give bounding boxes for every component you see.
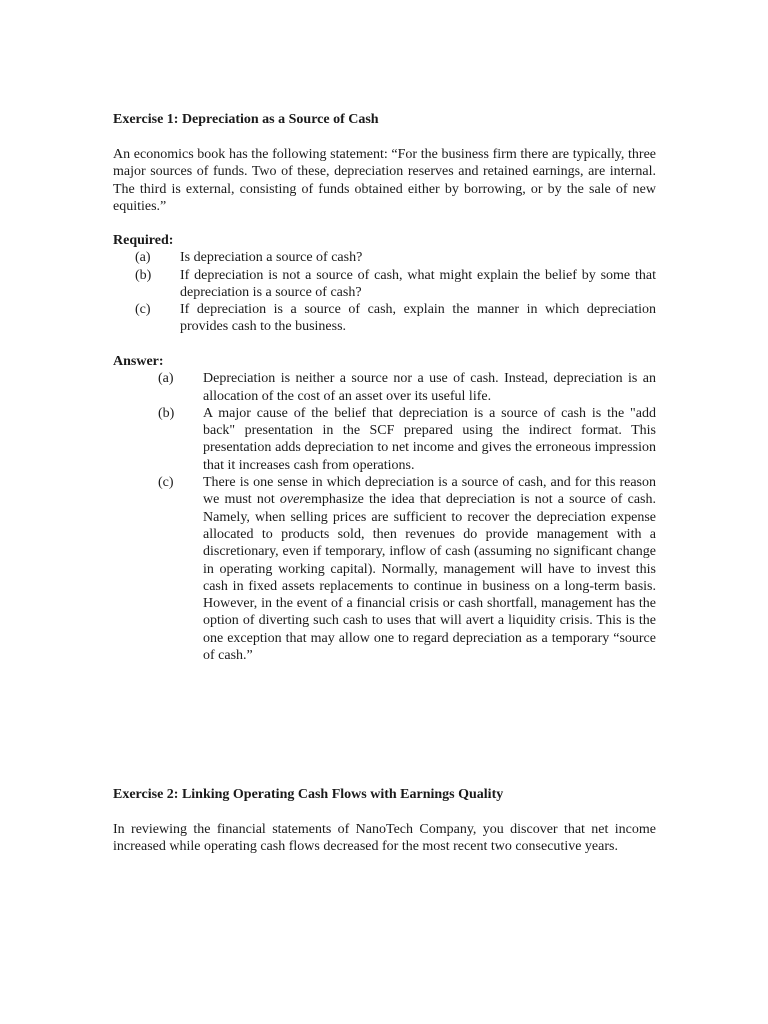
answer-item-c-text-before: There is one sense in which depreciation is a source of cash, and for this reason we must not	[203, 475, 656, 508]
answer-item-b	[113, 405, 656, 474]
required-item-b	[113, 267, 656, 302]
required-item-a	[113, 249, 656, 266]
required-item-a-text: Is depreciation a source of cash?	[180, 250, 363, 266]
answer-label: Answer:	[113, 354, 164, 369]
exercise1-intro: An economics book has the following statement: “For the business firm there are typically, three major sources of funds. Two of these, depreciation reserves and retained earnings, are internal. The third is external, consisting of funds obtained either by borrowing, or by the sale of new equities.”	[113, 147, 656, 214]
exercise1-required-section	[113, 232, 656, 336]
required-item-c	[113, 301, 656, 336]
answer-item-a	[113, 370, 656, 405]
required-item-b-mark: (b)	[135, 267, 152, 283]
answer-item-b-text: A major cause of the belief that depreciation is a source of cash is the "add back" presentation in the SCF prepared using the indirect format. This presentation adds depreciation to net income and gives the erroneous impression that it increases cash from operations.	[203, 405, 656, 473]
required-item-a-mark: (a)	[135, 250, 151, 266]
answer-item-a-mark: (a)	[158, 371, 174, 387]
exercise2-title: Exercise 2: Linking Operating Cash Flows with Earnings Quality	[113, 787, 504, 802]
exercise1-answer-section	[113, 353, 656, 664]
answer-item-c-text-after: emphasize the idea that depreciation is not a source of cash. Namely, when selling prices are sufficient to recover the depreciation expense allocated to products sold, then revenues do provide management with a discretionary, even if temporary, inflow of cash (assuming no significant change in operating working capital). Normally, management will have to invest this cash in fixed assets replacements to continue in business on a long-term basis. However, in the event of a financial crisis or cash shortfall, management has the option of diverting such cash to uses that will avert a liquidity crisis. This is the one exception that may allow one to regard depreciation as a temporary “source of cash.”	[203, 492, 657, 664]
required-item-c-text: If depreciation is a source of cash, explain the manner in which depreciation provides cash to the business.	[180, 302, 656, 335]
answer-item-a-text: Depreciation is neither a source nor a use of cash. Instead, depreciation is an allocation of the cost of an asset over its useful life.	[203, 371, 656, 404]
exercise1-title: Exercise 1: Depreciation as a Source of Cash	[113, 112, 379, 127]
answer-item-c-text	[203, 474, 656, 664]
exercise2-intro: In reviewing the financial statements of NanoTech Company, you discover that net income increased while operating cash flows decreased for the most recent two consecutive years.	[113, 822, 656, 855]
required-item-c-mark: (c)	[135, 302, 151, 318]
required-label: Required:	[113, 233, 174, 248]
required-item-b-text: If depreciation is not a source of cash, what might explain the belief by some that depreciation is a source of cash?	[180, 267, 656, 300]
answer-item-c	[113, 474, 656, 664]
answer-item-b-mark: (b)	[158, 405, 175, 421]
answer-item-c-mark: (c)	[158, 475, 174, 491]
answer-item-c-emphasis: over	[279, 492, 305, 508]
